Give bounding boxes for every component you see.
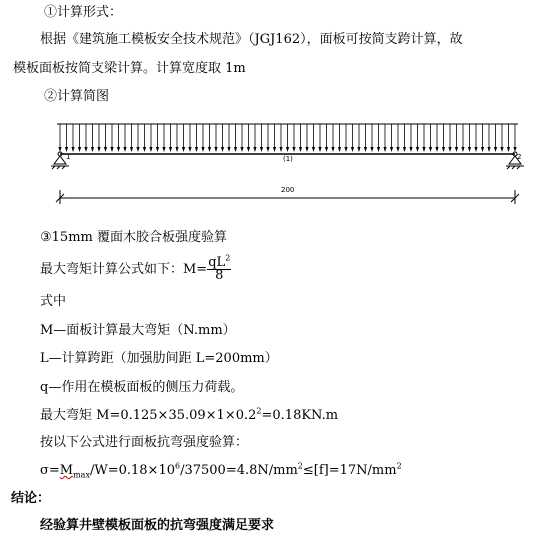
load-arrowhead [71,147,74,152]
load-arrowhead [253,147,256,152]
load-arrowhead [468,147,471,152]
load-arrowhead [344,147,347,152]
load-arrowhead [351,147,354,152]
sigma-mmax [60,463,90,478]
load-arrowhead [487,147,490,152]
check-intro: 按以下公式进行面板抗弯强度验算： [40,435,249,450]
sigma-part-c: /37500=4.8N/mm [180,463,298,478]
load-arrowhead [175,147,178,152]
load-arrowhead [279,147,282,152]
load-arrowhead [97,147,100,152]
load-arrowhead [188,147,191,152]
load-arrowhead [312,147,315,152]
span-label: (1) [283,155,293,163]
load-arrowhead [461,147,464,152]
sigma-formula [40,462,402,480]
load-arrowhead [130,147,133,152]
load-arrowhead [318,147,321,152]
load-arrowhead [435,147,438,152]
load-arrowhead [448,147,451,152]
load-arrowhead [331,147,334,152]
load-arrowhead [78,147,81,152]
load-arrowhead [195,147,198,152]
load-arrowhead [110,147,113,152]
load-arrowhead [422,147,425,152]
conclusion-text: 经验算井壁模板面板的抗弯强度满足要求 [40,518,275,533]
section3-heading: ③15mm 覆面木胶合板强度验算 [40,230,227,245]
distributed-load-arrows [58,124,516,152]
load-arrowhead [91,147,94,152]
formula-numerator-exponent: 2 [225,253,231,263]
load-arrowhead [201,147,204,152]
load-arrowhead [500,147,503,152]
sigma-part-d: ≤[f]=17N/mm [302,463,397,478]
definition-q: q—作用在模板面板的侧压力荷载。 [40,380,244,395]
load-arrowhead [123,147,126,152]
load-arrowhead [156,147,159,152]
load-arrowhead [357,147,360,152]
max-moment-exponent: 2 [256,406,262,416]
sigma-exponent-2: 2 [297,461,303,471]
load-arrowhead [169,147,172,152]
section1-heading: ①计算形式： [44,5,123,20]
load-arrowhead [162,147,165,152]
load-arrowhead [240,147,243,152]
load-arrowhead [377,147,380,152]
load-arrowhead [370,147,373,152]
load-arrowhead [208,147,211,152]
beam-diagram [0,118,547,218]
load-arrowhead [221,147,224,152]
load-arrowhead [442,147,445,152]
section1-paragraph-line2: 模板面板按简支梁计算。计算宽度取 1m [13,61,246,76]
section2-heading: ②计算简图 [44,89,110,104]
sigma-exponent-1: 6 [174,461,181,471]
load-arrowhead [305,147,308,152]
support-label-right: 2 [517,153,522,161]
load-arrowhead [403,147,406,152]
load-arrowhead [136,147,139,152]
load-arrowhead [149,147,152,152]
where-label: 式中 [40,294,67,309]
load-arrowhead [513,147,516,152]
load-arrowhead [364,147,367,152]
load-arrowhead [383,147,386,152]
dimension-label: 200 [281,186,295,194]
load-arrowhead [409,147,412,152]
sigma-exponent-3: 2 [396,461,402,471]
definition-M: M—面板计算最大弯矩（N.mm） [40,323,236,338]
load-arrowhead [474,147,477,152]
max-moment-text: 最大弯矩 M=0.125×35.09×1×0.2 [40,408,257,423]
load-arrowhead [58,147,61,152]
sigma-subscript: max [73,470,90,480]
definition-L: L—计算跨距（加强肋间距 L=200mm） [40,351,278,366]
moment-formula [40,255,231,285]
load-arrowhead [266,147,269,152]
support-label-left: 1 [66,153,71,161]
load-arrowhead [214,147,217,152]
load-arrowhead [494,147,497,152]
load-arrowhead [143,147,146,152]
load-arrowhead [247,147,250,152]
load-arrowhead [234,147,237,152]
load-arrowhead [65,147,68,152]
load-arrowhead [507,147,510,152]
formula-prefix: 最大弯矩计算公式如下：M= [40,262,208,277]
sigma-part-b: /W=0.18×10 [89,463,175,478]
load-arrowhead [416,147,419,152]
load-arrowhead [325,147,328,152]
load-arrowhead [117,147,120,152]
load-arrowhead [390,147,393,152]
load-arrowhead [292,147,295,152]
section1-paragraph-line1: 根据《建筑施工模板安全技术规范》（JGJ162），面板可按简支跨计算，故 [40,32,463,47]
max-moment-line [40,407,338,425]
load-arrowhead [429,147,432,152]
load-arrowhead [273,147,276,152]
formula-denominator: 8 [215,268,224,283]
sigma-prefix: σ= [40,463,60,478]
load-arrowhead [481,147,484,152]
max-moment-result: =0.18KN.m [261,408,339,423]
load-arrowhead [299,147,302,152]
load-arrowhead [260,147,263,152]
conclusion-label: 结论： [11,491,51,506]
load-arrowhead [227,147,230,152]
load-arrowhead [84,147,87,152]
sigma-M: M [59,463,74,478]
load-arrowhead [455,147,458,152]
load-arrowhead [104,147,107,152]
load-arrowhead [182,147,185,152]
formula-numerator: qL [208,255,226,270]
load-arrowhead [286,147,289,152]
load-arrowhead [338,147,341,152]
formula-fraction [207,253,231,283]
load-arrowhead [396,147,399,152]
